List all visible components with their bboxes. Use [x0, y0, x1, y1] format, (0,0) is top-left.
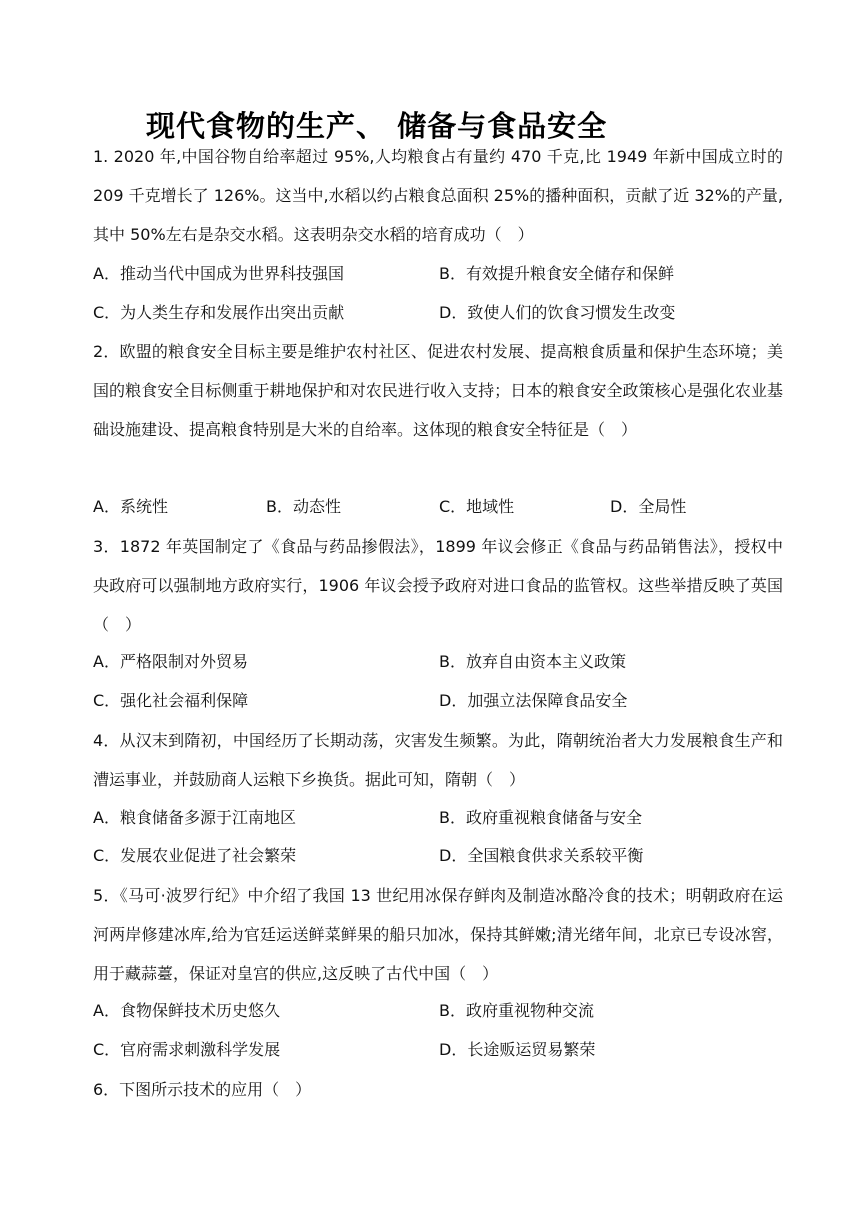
question-2-stem: 2．欧盟的粮食安全目标主要是维护农村社区、促进农村发展、提高粮食质量和保护生态环境；美国的粮食安全目标侧重于耕地保护和对农民进行收入支持；日本的粮食安全政策核心是强化农业基础设施建设、提高粮食特别是大米的自给率。这体现的粮食安全特征是（ ） — [93, 342, 783, 439]
question-1-option-b: B．有效提升粮食安全储存和保鲜 — [439, 264, 674, 283]
question-3-stem: 3．1872 年英国制定了《食品与药品掺假法》，1899 年议会修正《食品与药品销售法》，授权中央政府可以强制地方政府实行，1906 年议会授予政府对进口食品的监管权。这些举措反映了英国 （ ） — [93, 537, 783, 634]
question-5-option-b: B．政府重视物种交流 — [439, 1001, 594, 1020]
question-4-option-a: A．粮食储备多源于江南地区 — [93, 808, 296, 827]
question-4-option-c: C．发展农业促进了社会繁荣 — [93, 846, 297, 865]
question-2-option-a: A．系统性 — [93, 497, 168, 516]
question-3-option-d: D．加强立法保障食品安全 — [439, 691, 628, 710]
question-5-option-a: A．食物保鲜技术历史悠久 — [93, 1001, 280, 1020]
question-1-option-c: C．为人类生存和发展作出突出贡献 — [93, 303, 345, 322]
question-4-option-d: D．全国粮食供求关系较平衡 — [439, 846, 644, 865]
page-title: 现代食物的生产、 储备与食品安全 — [146, 109, 608, 143]
question-4-stem: 4．从汉末到隋初，中国经历了长期动荡，灾害发生频繁。为此，隋朝统治者大力发展粮食生产和漕运事业，并鼓励商人运粮下乡换货。据此可知，隋朝（ ） — [93, 731, 783, 789]
question-4-option-b: B．政府重视粮食储备与安全 — [439, 808, 642, 827]
question-2-option-b: B．动态性 — [266, 497, 341, 516]
question-3-option-c: C．强化社会福利保障 — [93, 691, 249, 710]
question-5-options-row-1 — [93, 999, 783, 1037]
question-3-option-b: B．放弃自由资本主义政策 — [439, 652, 626, 671]
question-2-option-c: C．地域性 — [439, 497, 515, 516]
question-1-options-row-1 — [93, 262, 783, 300]
question-5-option-c: C．官府需求刺激科学发展 — [93, 1040, 281, 1059]
question-3-options-row-1 — [93, 650, 783, 688]
question-5-stem: 5．《马可·波罗行纪》中介绍了我国 13 世纪用冰保存鲜肉及制造冰酪冷食的技术；明朝政府在运河两岸修建冰库,给为官廷运送鲜菜鲜果的船只加冰，保持其鲜嫩;清光绪年间，北京已专设冰窖，用于藏蒜薹，保证对皇宫的供应,这反映了古代中国（ ） — [93, 886, 783, 983]
question-1-option-d: D．致使人们的饮食习惯发生改变 — [439, 303, 676, 322]
question-6-stem: 6．下图所示技术的应用（ ） — [93, 1080, 312, 1099]
question-4-options-row-1 — [93, 806, 783, 844]
question-2-option-d: D．全局性 — [610, 497, 687, 516]
question-1-stem: 1. 2020 年,中国谷物自给率超过 95%,人均粮食占有量约 470 千克,比 1949 年新中国成立时的 209 千克增长了 126%。这当中,水稻以约占粮食总面积 25%的播种面积，贡献了近 32%的产量,其中 50%左右是杂交水稻。这表明杂交水稻的培育成功（ ） — [93, 147, 783, 244]
question-5-option-d: D．长途贩运贸易繁荣 — [439, 1040, 596, 1059]
question-1-option-a: A．推动当代中国成为世界科技强国 — [93, 264, 344, 283]
question-3-option-a: A．严格限制对外贸易 — [93, 652, 248, 671]
